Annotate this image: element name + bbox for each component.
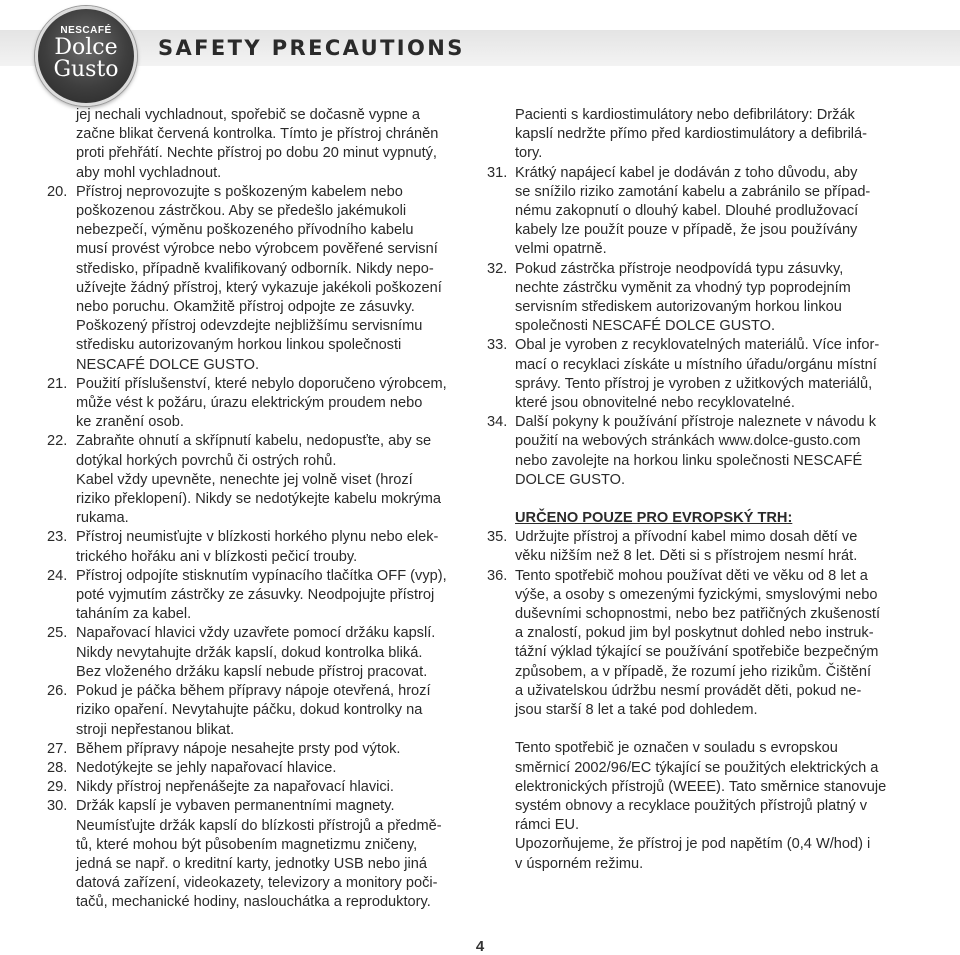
list-item [47,567,476,625]
right-column [487,106,917,874]
list-item [47,528,476,566]
item-number: 30. [47,798,68,815]
item-number: 20. [47,183,68,200]
item-number: 21. [47,375,68,392]
list-item [47,797,476,912]
item-text: Pokud zástrčka přístroje neodpovídá typu zásuvky, nechte zástrčku vyměnit za vhodný typ poprodejním servisním střediskem autorizovaným horkou linkou společnosti NESCAFÉ DOLCE GUSTO. [515,260,851,335]
item-number: 22. [47,433,68,450]
list-item [487,528,917,566]
list-item [47,624,476,682]
item-number: 34. [487,414,508,431]
logo-dolce-line: Dolce [54,35,118,60]
item-text: Nikdy přístroj nepřenášejte za napařovací hlavici. [76,779,394,796]
right-intro-paragraph: Pacienti s kardiostimulátory nebo defibrilátory: Držák kapslí nedržte přímo před kardiostimulátory a defibrilá- tory. [515,107,868,162]
item-number: 24. [47,567,68,584]
page-title: SAFETY PRECAUTIONS [158,36,465,60]
list-item [47,375,476,433]
list-item [487,260,917,337]
item-text: Přístroj neprovozujte s poškozeným kabelem nebo poškozenou zástrčkou. Aby se předešlo jakémukoli nebezpečí, výměnu poškozeného přívodního kabelu musí provést výrobce nebo výrobcem pověřené servisní středisko, případně kvalifikovaný odborník. Nikdy nepo- užívejte žádný přístroj, který vykazuje jakékoli poškození nebo poruchu. Okamžitě přístroj odpojte ze zásuvky. Poškozený přístroj odevzdejte nejbližšímu servisnímu středisku autorizovaným horkou linkou společnosti NESCAFÉ DOLCE GUSTO. [76,183,442,373]
list-item [487,336,917,413]
item-number: 28. [47,759,68,776]
item-number: 35. [487,529,508,546]
page-number: 4 [475,938,485,955]
item-text: Použití příslušenství, které nebylo doporučeno výrobcem, může vést k požáru, úrazu elektrickým proudem nebo ke zranění osob. [76,375,447,431]
list-item [487,413,917,490]
left-intro-paragraph: jej nechali vychladnout, spořebič se dočasně vypne a začne blikat červená kontrolka. Tímto je přístroj chráněn proti přehřátí. Nechte přístroj po dobu 20 minut vypnutý, aby mohl vychladnout. [76,107,439,181]
item-text: Tento spotřebič mohou používat děti ve věku od 8 let a výše, a osoby s omezenými fyzickými, smyslovými nebo duševními schopnostmi, nebo bez patřičných zkušeností a znalostí, pokud jim byl poskytnut dohled nebo instruk- tážní výklad týkající se používání spotřebiče bezpečným způsobem, a v případě, že rozumí jeho rizikům. Čištění a uživatelskou údržbu nesmí provádět děti, pokud ne- jsou starší 8 let a také pod dohledem. [515,567,881,719]
item-number: 25. [47,625,68,642]
left-column [47,106,476,913]
item-text: Udržujte přístroj a přívodní kabel mimo dosah dětí ve věku nižším než 8 let. Děti si s přístrojem nesmí hrát. [515,529,858,565]
item-text: Krátký napájecí kabel je dodáván z toho důvodu, aby se snížilo riziko zamotání kabelu a zabránilo se případ- nému zakopnutí o dlouhý kabel. Dlouhé prodlužovací kabely lze použít pouze v případě, že jsou používány velmi opatrně. [515,164,871,258]
logo-brand-line: NESCAFÉ [60,25,112,36]
item-text: Další pokyny k používání přístroje naleznete v návodu k použití na webových stránkách www.dolce-gusto.com nebo zavolejte na horkou linku společnosti NESCAFÉ DOLCE GUSTO. [515,414,876,488]
spacer [487,720,917,739]
list-item [47,740,476,759]
item-number: 31. [487,164,508,181]
item-number: 29. [47,779,68,796]
item-number: 26. [47,683,68,700]
item-text: Pokud je páčka během přípravy nápoje otevřená, hrozí riziko opaření. Nevytahujte páčku, dokud kontrolky na stroji nepřestanou blikat. [76,683,431,738]
logo-gusto-line: Gusto [53,57,119,82]
item-text: Během přípravy nápoje nesahejte prsty pod výtok. [76,740,401,757]
list-item [47,432,476,528]
list-item [47,682,476,740]
item-number: 27. [47,740,68,757]
list-item [47,183,476,375]
list-item [47,759,476,778]
item-text: Přístroj odpojíte stisknutím vypínacího tlačítka OFF (vyp), poté vyjmutím zástrčky ze zásuvky. Neodpojujte přístroj taháním za kabel. [76,567,447,623]
item-text: Obal je vyroben z recyklovatelných materiálů. Více infor- mací o recyklaci získáte u místního úřadu/orgánu místní správy. Tento přístroj je vyroben z užitkových materiálů, které jsou obnovitelné nebo recyklovatelné. [515,337,880,412]
item-text: Přístroj neumisťujte v blízkosti horkého plynu nebo elek- trického hořáku ani v blízkosti pečicí trouby. [76,529,439,565]
item-number: 32. [487,260,508,277]
eu-section-heading: URČENO POUZE PRO EVROPSKÝ TRH: [515,510,793,527]
item-text: Zabraňte ohnutí a skřípnutí kabelu, nedopusťte, aby se dotýkal horkých povrchů či ostrých rohů. Kabel vždy upevněte, nenechte jej volně viset (hrozí riziko překlopení). Nikdy se nedotýkejte kabelu mokrýma rukama. [76,433,442,527]
item-text: Držák kapslí je vybaven permanentními magnety. Neumísťujte držák kapslí do blízkosti přístrojů a předmě- tů, které mohou být působením magnetizmu zničeny, jedná se např. o kreditní karty, jednotky USB nebo jiná datová zařízení, videokazety, televizory a monitory poči- tačů, mechanické hodiny, naslouchátka a reproduktory. [76,798,442,911]
item-text: Nedotýkejte se jehly napařovací hlavice. [76,759,337,776]
nescafe-dolce-gusto-logo [35,6,137,106]
weee-paragraph: Tento spotřebič je označen v souladu s evropskou směrnicí 2002/96/EC týkající se použitých elektrických a elektronických přístrojů (WEEE). Tato směrnice stanovuje systém obnovy a recyklace použitých přístrojů platný v rámci EU. Upozorňujeme, že přístroj je pod napětím (0,4 W/hod) i v úsporném režimu. [515,740,887,872]
item-number: 23. [47,529,68,546]
item-number: 33. [487,337,508,354]
list-item [487,164,917,260]
item-text: Napařovací hlavici vždy uzavřete pomocí držáku kapslí. Nikdy nevytahujte držák kapslí, dokud kontrolka bliká. Bez vloženého držáku kapslí nebude přístroj pracovat. [76,625,436,680]
list-item [487,567,917,721]
item-number: 36. [487,567,508,584]
header-band [0,30,960,66]
list-item [47,778,476,797]
